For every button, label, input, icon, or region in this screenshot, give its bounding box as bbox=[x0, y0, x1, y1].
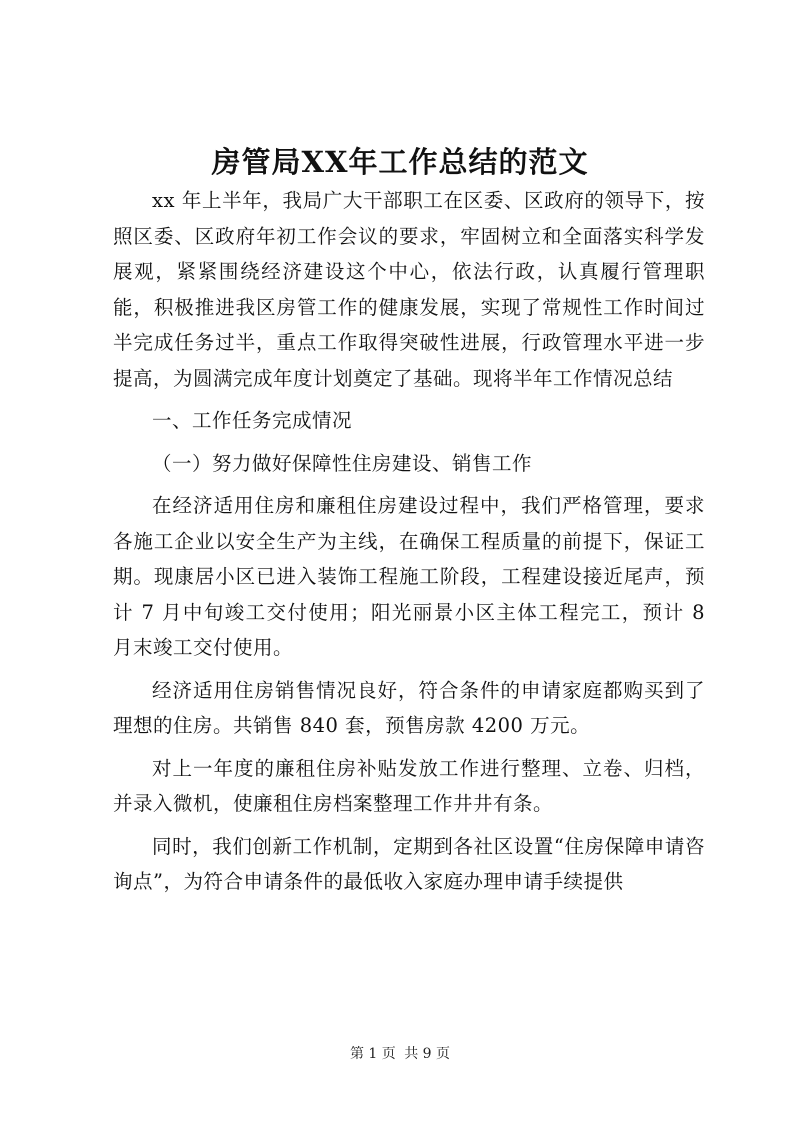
paragraph-intro: xx 年上半年，我局广大干部职工在区委、区政府的领导下，按照区委、区政府年初工作会议的要求，牢固树立和全面落实科学发展观，紧紧围绕经济建设这个中心，依法行政，认真履行管理职能，积极推进我区房管工作的健康发展，实现了常规性工作时间过半完成任务过半，重点工作取得突破性进展，行政管理水平进一步提高，为圆满完成年度计划奠定了基础。现将半年工作情况总结 bbox=[113, 189, 705, 390]
page-footer bbox=[0, 1043, 800, 1063]
paragraph-construction: 在经济适用住房和廉租住房建设过程中，我们严格管理，要求各施工企业以安全生产为主线，在确保工程质量的前提下，保证工期。现康居小区已进入装饰工程施工阶段，工程建设接近尾声，预计 7 月中旬竣工交付使用；阳光丽景小区主体工程完工，预计 8 月末竣工交付使用。 bbox=[113, 494, 705, 659]
page-total: 共 9 页 bbox=[404, 1046, 451, 1062]
page-title: 房管局XX年工作总结的范文 bbox=[211, 145, 589, 179]
page-number: 第 1 页 bbox=[349, 1046, 396, 1062]
paragraph-sales: 经济适用住房销售情况良好，符合条件的申请家庭都购买到了理想的住房。共销售 840 套，预售房款 4200 万元。 bbox=[113, 678, 705, 737]
subsection-heading: （一）努力做好保障性住房建设、销售工作 bbox=[152, 451, 533, 475]
section-heading: 一、工作任务完成情况 bbox=[152, 409, 353, 432]
document-body bbox=[113, 183, 705, 907]
paragraph-mechanism: 同时，我们创新工作机制，定期到各社区设置“住房保障申请咨询点”，为符合申请条件的最低收入家庭办理申请手续提供 bbox=[113, 834, 705, 893]
paragraph-archives: 对上一年度的廉租住房补贴发放工作进行整理、立卷、归档，并录入微机，使廉租住房档案整理工作井井有条。 bbox=[113, 756, 705, 815]
